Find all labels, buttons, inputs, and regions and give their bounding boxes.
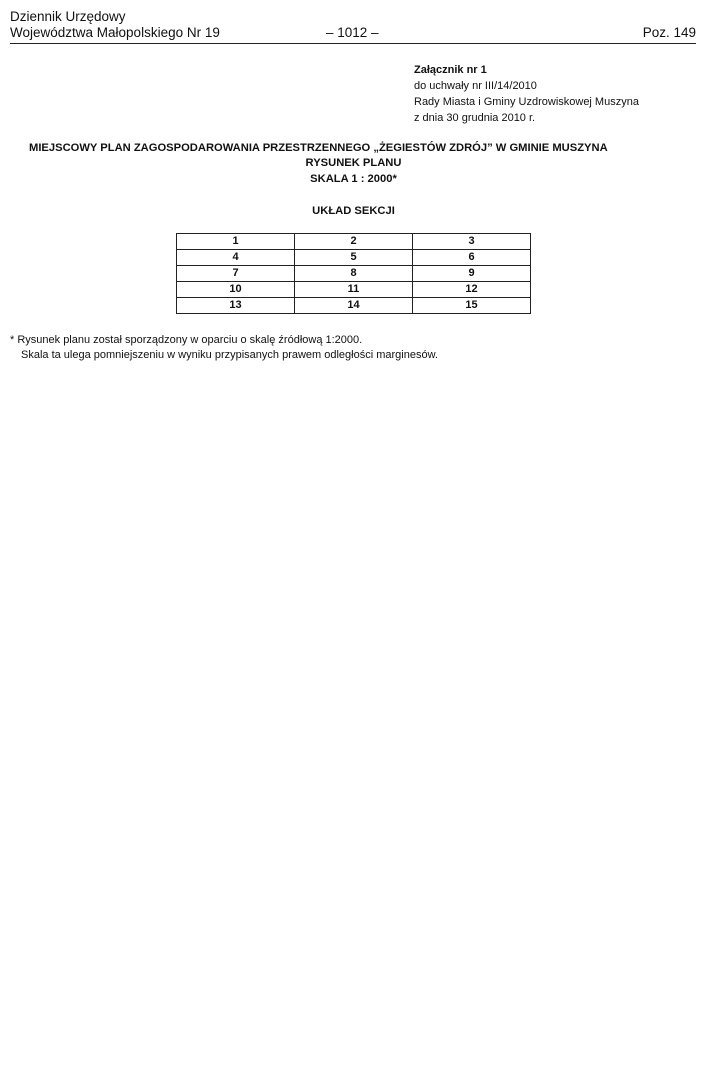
sections-table (176, 233, 531, 314)
section-cell: 10 (177, 282, 295, 298)
table-row (177, 282, 531, 298)
table-row (177, 266, 531, 282)
plan-drawing-label: RYSUNEK PLANU (305, 157, 402, 169)
annex-resolution: do uchwały nr III/14/2010 (414, 80, 537, 92)
section-cell: 3 (413, 234, 531, 250)
journal-name-line1: Dziennik Urzędowy (10, 9, 126, 24)
annex-council: Rady Miasta i Gminy Uzdrowiskowej Muszyna (414, 96, 639, 108)
section-cell: 13 (177, 298, 295, 314)
footnote-line1: * Rysunek planu został sporządzony w oparciu o skalę źródłową 1:2000. (10, 334, 363, 346)
annex-title: Załącznik nr 1 (414, 64, 487, 76)
section-cell: 8 (295, 266, 413, 282)
journal-name (10, 9, 220, 41)
annex-date: z dnia 30 grudnia 2010 r. (414, 112, 536, 124)
table-row (177, 234, 531, 250)
section-cell: 2 (295, 234, 413, 250)
section-cell: 6 (413, 250, 531, 266)
plan-title: MIEJSCOWY PLAN ZAGOSPODAROWANIA PRZESTRZENNEGO „ŻEGIESTÓW ZDRÓJ” W GMINIE MUSZYNA (29, 142, 608, 154)
table-row (177, 298, 531, 314)
sections-title: UKŁAD SEKCJI (312, 205, 395, 217)
section-cell: 9 (413, 266, 531, 282)
section-cell: 7 (177, 266, 295, 282)
footnote (10, 333, 438, 363)
section-cell: 14 (295, 298, 413, 314)
section-cell: 4 (177, 250, 295, 266)
table-row (177, 250, 531, 266)
section-cell: 12 (413, 282, 531, 298)
page-number: – 1012 – (326, 25, 379, 40)
section-cell: 1 (177, 234, 295, 250)
footnote-line2: Skala ta ulega pomniejszeniu w wyniku przypisanych prawem odległości marginesów. (21, 349, 438, 361)
annex-block (414, 62, 639, 126)
section-cell: 5 (295, 250, 413, 266)
plan-scale: SKALA 1 : 2000* (310, 173, 397, 185)
section-cell: 15 (413, 298, 531, 314)
position-number: Poz. 149 (642, 25, 696, 40)
page-header (10, 9, 696, 44)
section-cell: 11 (295, 282, 413, 298)
journal-name-line2: Województwa Małopolskiego Nr 19 (10, 25, 220, 40)
